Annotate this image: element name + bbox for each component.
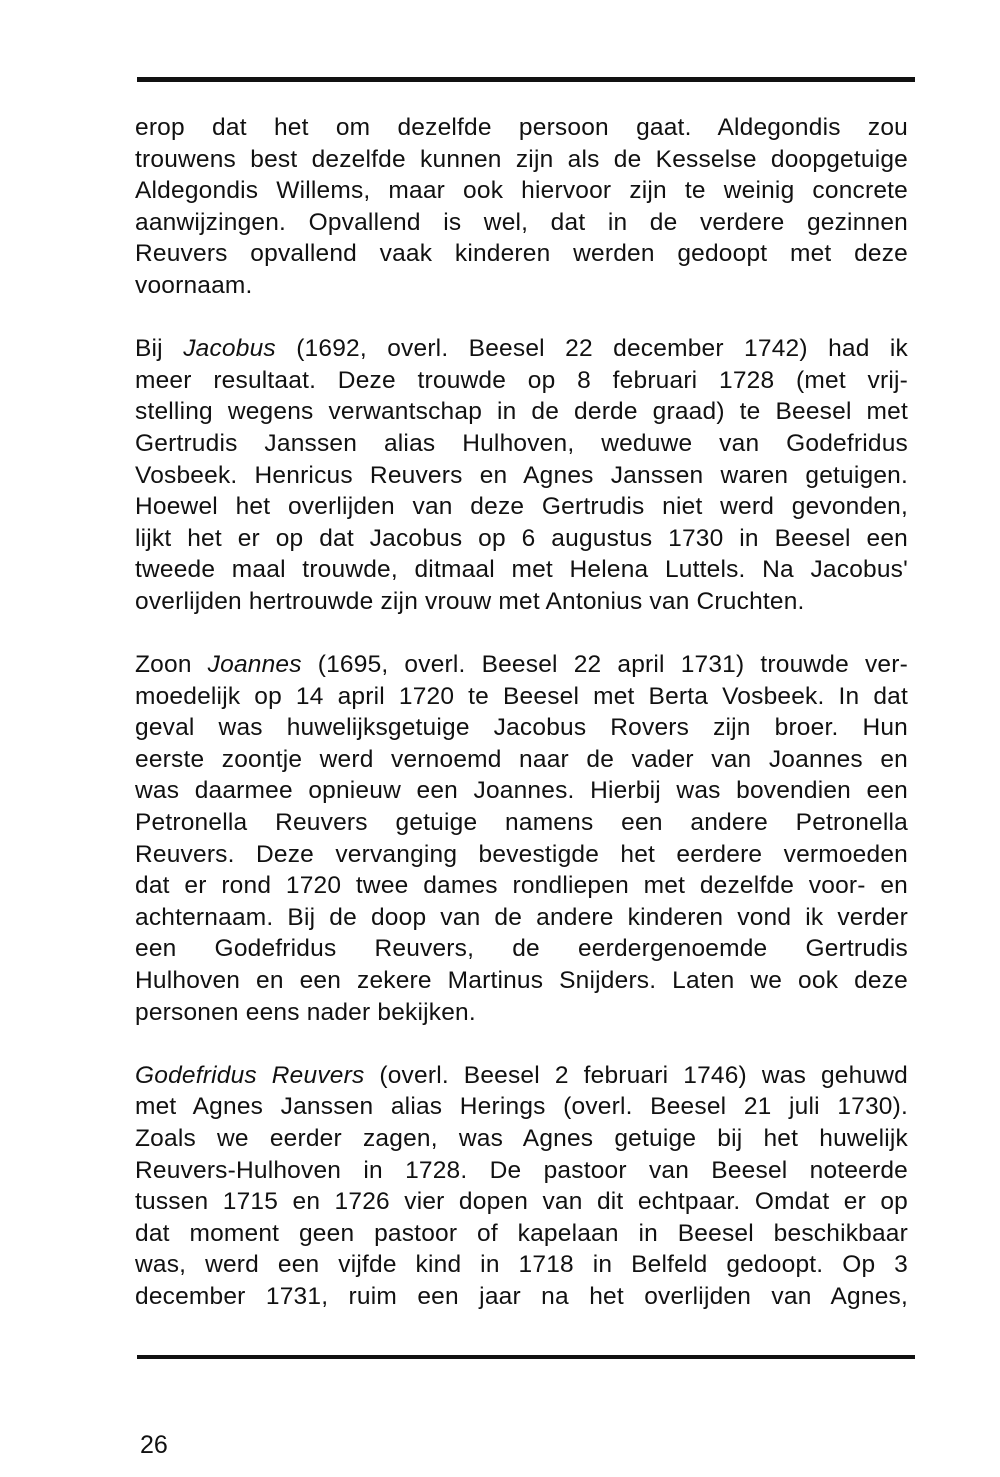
text-line: eerste zoontje werd vernoemd naar de vader van Joannes en [135,745,908,773]
text-line: tussen 1715 en 1726 vier dopen van dit echtpaar. Omdat er op [135,1188,908,1216]
text-line: overlijden hertrouwde zijn vrouw met Antonius van Cruchten. [135,587,805,615]
text-line: Godefridus Reuvers (overl. Beesel 2 februari 1746) was gehuwd [135,1061,908,1089]
text-line: dat er rond 1720 twee dames rondliepen met dezelfde voor- en [135,872,908,900]
italic-name: Joannes [207,651,302,679]
bottom-rule [137,1355,915,1359]
text-line: Reuvers opvallend vaak kinderen werden gedoopt met deze [135,240,908,268]
text-line: Hoewel het overlijden van deze Gertrudis niet werd gevonden, [135,493,908,521]
text-line: Hulhoven en een zekere Martinus Snijders. Laten we ook deze [135,967,908,995]
italic-name: Jacobus [183,335,276,363]
body-text [135,112,908,1313]
text-line: achternaam. Bij de doop van de andere kinderen vond ik verder [135,903,908,931]
text-line: lijkt het er op dat Jacobus op 6 augustus 1730 in Beesel een [135,524,908,552]
text-line: december 1731, ruim een jaar na het overlijden van Agnes, [135,1282,908,1310]
text-line: Aldegondis Willems, maar ook hiervoor zijn te weinig concrete [135,177,908,205]
text-line: was daarmee opnieuw een Joannes. Hierbij was bovendien een [135,777,908,805]
text-line: Bij Jacobus (1692, overl. Beesel 22 december 1742) had ik [135,335,908,363]
text-line: Reuvers. Deze vervanging bevestigde het eerdere vermoeden [135,840,908,868]
text-line: met Agnes Janssen alias Herings (overl. Beesel 21 juli 1730). [135,1093,908,1121]
text-line: stelling wegens verwantschap in de derde graad) te Beesel met [135,398,908,426]
text-line: personen eens nader bekijken. [135,998,476,1026]
top-rule [137,77,915,82]
text-line: meer resultaat. Deze trouwde op 8 februari 1728 (met vrij- [135,366,908,394]
text-line: Zoon Joannes (1695, overl. Beesel 22 april 1731) trouwde ver- [135,651,908,679]
paragraph [135,1060,908,1313]
paragraph [135,333,908,617]
text-line: geval was huwelijksgetuige Jacobus Rovers zijn broer. Hun [135,714,908,742]
text-line: tweede maal trouwde, ditmaal met Helena Luttels. Na Jacobus' [135,556,908,584]
text-line: voornaam. [135,271,253,299]
text-line: was, werd een vijfde kind in 1718 in Belfeld gedoopt. Op 3 [135,1251,908,1279]
text-line: moedelijk op 14 april 1720 te Beesel met Berta Vosbeek. In dat [135,682,908,710]
text-line: trouwens best dezelfde kunnen zijn als de Kesselse doopgetuige [135,145,908,173]
text-line: erop dat het om dezelfde persoon gaat. Aldegondis zou [135,114,908,141]
paragraph [135,649,908,1028]
text-line: Reuvers-Hulhoven in 1728. De pastoor van Beesel noteerde [135,1156,908,1184]
text-line: een Godefridus Reuvers, de eerdergenoemde Gertrudis [135,935,908,963]
text-line: aanwijzingen. Opvallend is wel, dat in de verdere gezinnen [135,208,908,236]
italic-name: Godefridus Reuvers [135,1061,365,1089]
paragraph [135,112,908,302]
text-line: Gertrudis Janssen alias Hulhoven, weduwe van Godefridus [135,429,908,457]
text-line: dat moment geen pastoor of kapelaan in Beesel beschikbaar [135,1219,908,1247]
text-line: Petronella Reuvers getuige namens een andere Petronella [135,809,908,837]
page-number: 26 [140,1431,168,1459]
text-line: Vosbeek. Henricus Reuvers en Agnes Janssen waren getuigen. [135,461,908,489]
text-line: Zoals we eerder zagen, was Agnes getuige bij het huwelijk [135,1125,908,1152]
